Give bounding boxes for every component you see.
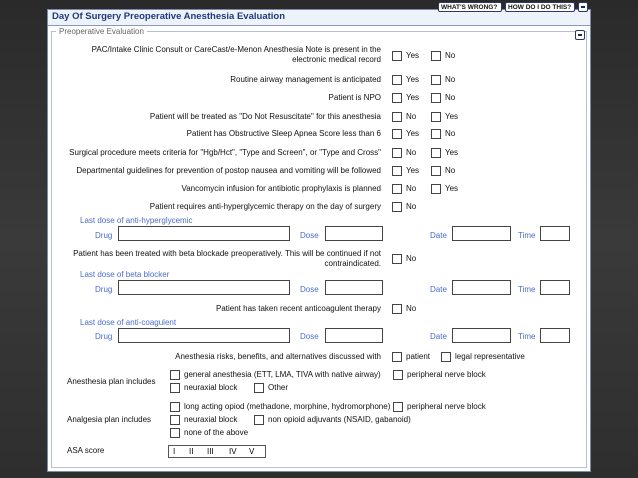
q7-no-label: No: [445, 166, 456, 175]
q7-yes-checkbox[interactable]: [392, 166, 402, 176]
analgesia-long-checkbox[interactable]: [170, 402, 180, 412]
q6-yes-checkbox[interactable]: [431, 148, 441, 158]
asa-option-1[interactable]: I: [173, 447, 176, 456]
hyperglycemic-time-label: Time: [518, 231, 536, 240]
q1-yes-label: Yes: [406, 51, 420, 60]
analgesia-none-label: none of the above: [184, 428, 249, 437]
anesthesia-plan-label: Anesthesia plan includes: [67, 377, 156, 386]
anesthesia-general-checkbox[interactable]: [170, 370, 180, 380]
q7-no-checkbox[interactable]: [431, 166, 441, 176]
question-6: Surgical procedure meets criteria for "Hgb/Hct", "Type and Screen", or "Type and Cross": [69, 148, 381, 157]
q4-no-checkbox[interactable]: [392, 112, 402, 122]
q8-yes-label: Yes: [445, 184, 459, 193]
minimize-icon[interactable]: [578, 2, 588, 12]
asa-label: ASA score: [67, 446, 105, 455]
beta-question-line2: contraindicated.: [324, 259, 381, 268]
asa-option-5[interactable]: V: [249, 447, 255, 456]
risks-patient-label: patient: [406, 352, 431, 361]
q1-yes-checkbox[interactable]: [392, 51, 402, 61]
hyperglycemic-drug-label: Drug: [95, 231, 113, 240]
analgesia-peripheral-label: peripheral nerve block: [407, 402, 486, 411]
question-7: Departmental guidelines for prevention of postop nausea and vomiting will be followed: [76, 166, 381, 175]
hyperglycemic-drug-input[interactable]: [118, 226, 290, 241]
analgesia-plan-label: Analgesia plan includes: [67, 415, 152, 424]
anesthesia-general-label: general anesthesia (ETT, LMA, TIVA with native airway): [184, 370, 381, 379]
question-2: Routine airway management is anticipated: [230, 75, 381, 84]
q4-yes-label: Yes: [445, 112, 459, 121]
q2-no-label: No: [445, 75, 456, 84]
beta-date-input[interactable]: [452, 280, 511, 295]
anticoag-drug-label: Drug: [95, 332, 113, 341]
hyperglycemic-date-input[interactable]: [452, 226, 511, 241]
q5-yes-checkbox[interactable]: [392, 129, 402, 139]
q3-no-checkbox[interactable]: [431, 93, 441, 103]
hyperglycemic-heading: Last dose of anti-hyperglycemic: [80, 216, 193, 225]
question-8: Vancomycin infusion for antibiotic prophylaxis is planned: [181, 184, 381, 193]
q4-no-label: No: [406, 112, 417, 121]
beta-no-checkbox[interactable]: [392, 254, 402, 264]
q5-no-label: No: [445, 129, 456, 138]
question-5: Patient has Obstructive Sleep Apnea Score less than 6: [186, 129, 381, 138]
q8-yes-checkbox[interactable]: [431, 184, 441, 194]
anticoag-date-label: Date: [430, 332, 447, 341]
hyperglycemic-dose-label: Dose: [300, 231, 319, 240]
q9-no-checkbox[interactable]: [392, 202, 402, 212]
q2-yes-label: Yes: [406, 75, 420, 84]
q6-yes-label: Yes: [445, 148, 459, 157]
q1-no-checkbox[interactable]: [431, 51, 441, 61]
q9-no-label: No: [406, 202, 417, 211]
anesthesia-neuraxial-checkbox[interactable]: [170, 383, 180, 393]
anticoag-date-input[interactable]: [452, 328, 511, 343]
q2-yes-checkbox[interactable]: [392, 75, 402, 85]
anticoag-no-checkbox[interactable]: [392, 304, 402, 314]
anticoag-time-label: Time: [518, 332, 536, 341]
asa-option-3[interactable]: III: [207, 447, 214, 456]
hyperglycemic-date-label: Date: [430, 231, 447, 240]
q3-no-label: No: [445, 93, 456, 102]
q6-no-checkbox[interactable]: [392, 148, 402, 158]
analgesia-neuraxial-checkbox[interactable]: [170, 415, 180, 425]
anticoag-time-input[interactable]: [540, 328, 570, 343]
anesthesia-other-label: Other: [268, 383, 289, 392]
analgesia-nonopioid-checkbox[interactable]: [254, 415, 264, 425]
analgesia-long-label: long acting opiod (methadone, morphine, hydromorphone): [184, 402, 391, 411]
beta-dose-label: Dose: [300, 285, 319, 294]
anticoag-dose-input[interactable]: [325, 328, 383, 343]
asa-option-4[interactable]: IV: [229, 447, 237, 456]
risks-patient-checkbox[interactable]: [392, 352, 402, 362]
analgesia-nonopioid-label: non opioid adjuvants (NSAID, gabanoid): [268, 415, 411, 424]
analgesia-none-checkbox[interactable]: [170, 428, 180, 438]
q1-no-label: No: [445, 51, 456, 60]
question-3: Patient is NPO: [328, 93, 381, 102]
anticoag-no-label: No: [406, 304, 417, 313]
beta-time-input[interactable]: [540, 280, 570, 295]
how-do-i-button[interactable]: HOW DO I DO THIS?: [505, 2, 575, 12]
beta-heading: Last dose of beta blocker: [80, 270, 170, 279]
anesthesia-neuraxial-label: neuraxial block: [184, 383, 238, 392]
anesthesia-other-checkbox[interactable]: [254, 383, 264, 393]
beta-drug-label: Drug: [95, 285, 113, 294]
beta-drug-input[interactable]: [118, 280, 290, 295]
q7-yes-label: Yes: [406, 166, 420, 175]
beta-time-label: Time: [518, 285, 536, 294]
q3-yes-label: Yes: [406, 93, 420, 102]
analgesia-peripheral-checkbox[interactable]: [393, 402, 403, 412]
window-title: Day Of Surgery Preoperative Anesthesia Evaluation: [52, 11, 286, 22]
question-1-line1: PAC/Intake Clinic Consult or CareCast/e-Menon Anesthesia Note is present in the: [91, 45, 381, 54]
q4-yes-checkbox[interactable]: [431, 112, 441, 122]
question-4: Patient will be treated as "Do Not Resuscitate" for this anesthesia: [149, 112, 381, 121]
hyperglycemic-time-input[interactable]: [540, 226, 570, 241]
anticoag-drug-input[interactable]: [118, 328, 290, 343]
risks-text: Anesthesia risks, benefits, and alternatives discussed with: [175, 352, 381, 361]
beta-date-label: Date: [430, 285, 447, 294]
whats-wrong-button[interactable]: WHAT'S WRONG?: [438, 2, 502, 12]
risks-legal-checkbox[interactable]: [441, 352, 451, 362]
question-9: Patient requires anti-hyperglycemic therapy on the day of surgery: [149, 202, 381, 211]
q8-no-label: No: [406, 184, 417, 193]
anesthesia-peripheral-label: peripheral nerve block: [407, 370, 486, 379]
question-1-line2: electronic medical record: [292, 55, 381, 64]
q2-no-checkbox[interactable]: [431, 75, 441, 85]
q5-yes-label: Yes: [406, 129, 420, 138]
anticoag-dose-label: Dose: [300, 332, 319, 341]
beta-question-line1: Patient has been treated with beta blockade preoperatively. This will be continued if not: [73, 249, 381, 258]
analgesia-neuraxial-label: neuraxial block: [184, 415, 238, 424]
q8-no-checkbox[interactable]: [392, 184, 402, 194]
q6-no-label: No: [406, 148, 417, 157]
risks-legal-label: legal representative: [455, 352, 525, 361]
anticoag-heading: Last dose of anti-coagulent: [80, 318, 177, 327]
anesthesia-peripheral-checkbox[interactable]: [393, 370, 403, 380]
beta-dose-input[interactable]: [325, 280, 383, 295]
anticoag-question: Patient has taken recent anticoagulent therapy: [216, 304, 381, 313]
asa-score-selector[interactable]: [168, 445, 266, 458]
hyperglycemic-dose-input[interactable]: [325, 226, 383, 241]
section-legend: Preoperative Evaluation: [56, 27, 147, 36]
q5-no-checkbox[interactable]: [431, 129, 441, 139]
asa-option-2[interactable]: II: [189, 447, 194, 456]
q3-yes-checkbox[interactable]: [392, 93, 402, 103]
beta-no-label: No: [406, 254, 417, 263]
collapse-icon[interactable]: [575, 30, 585, 40]
